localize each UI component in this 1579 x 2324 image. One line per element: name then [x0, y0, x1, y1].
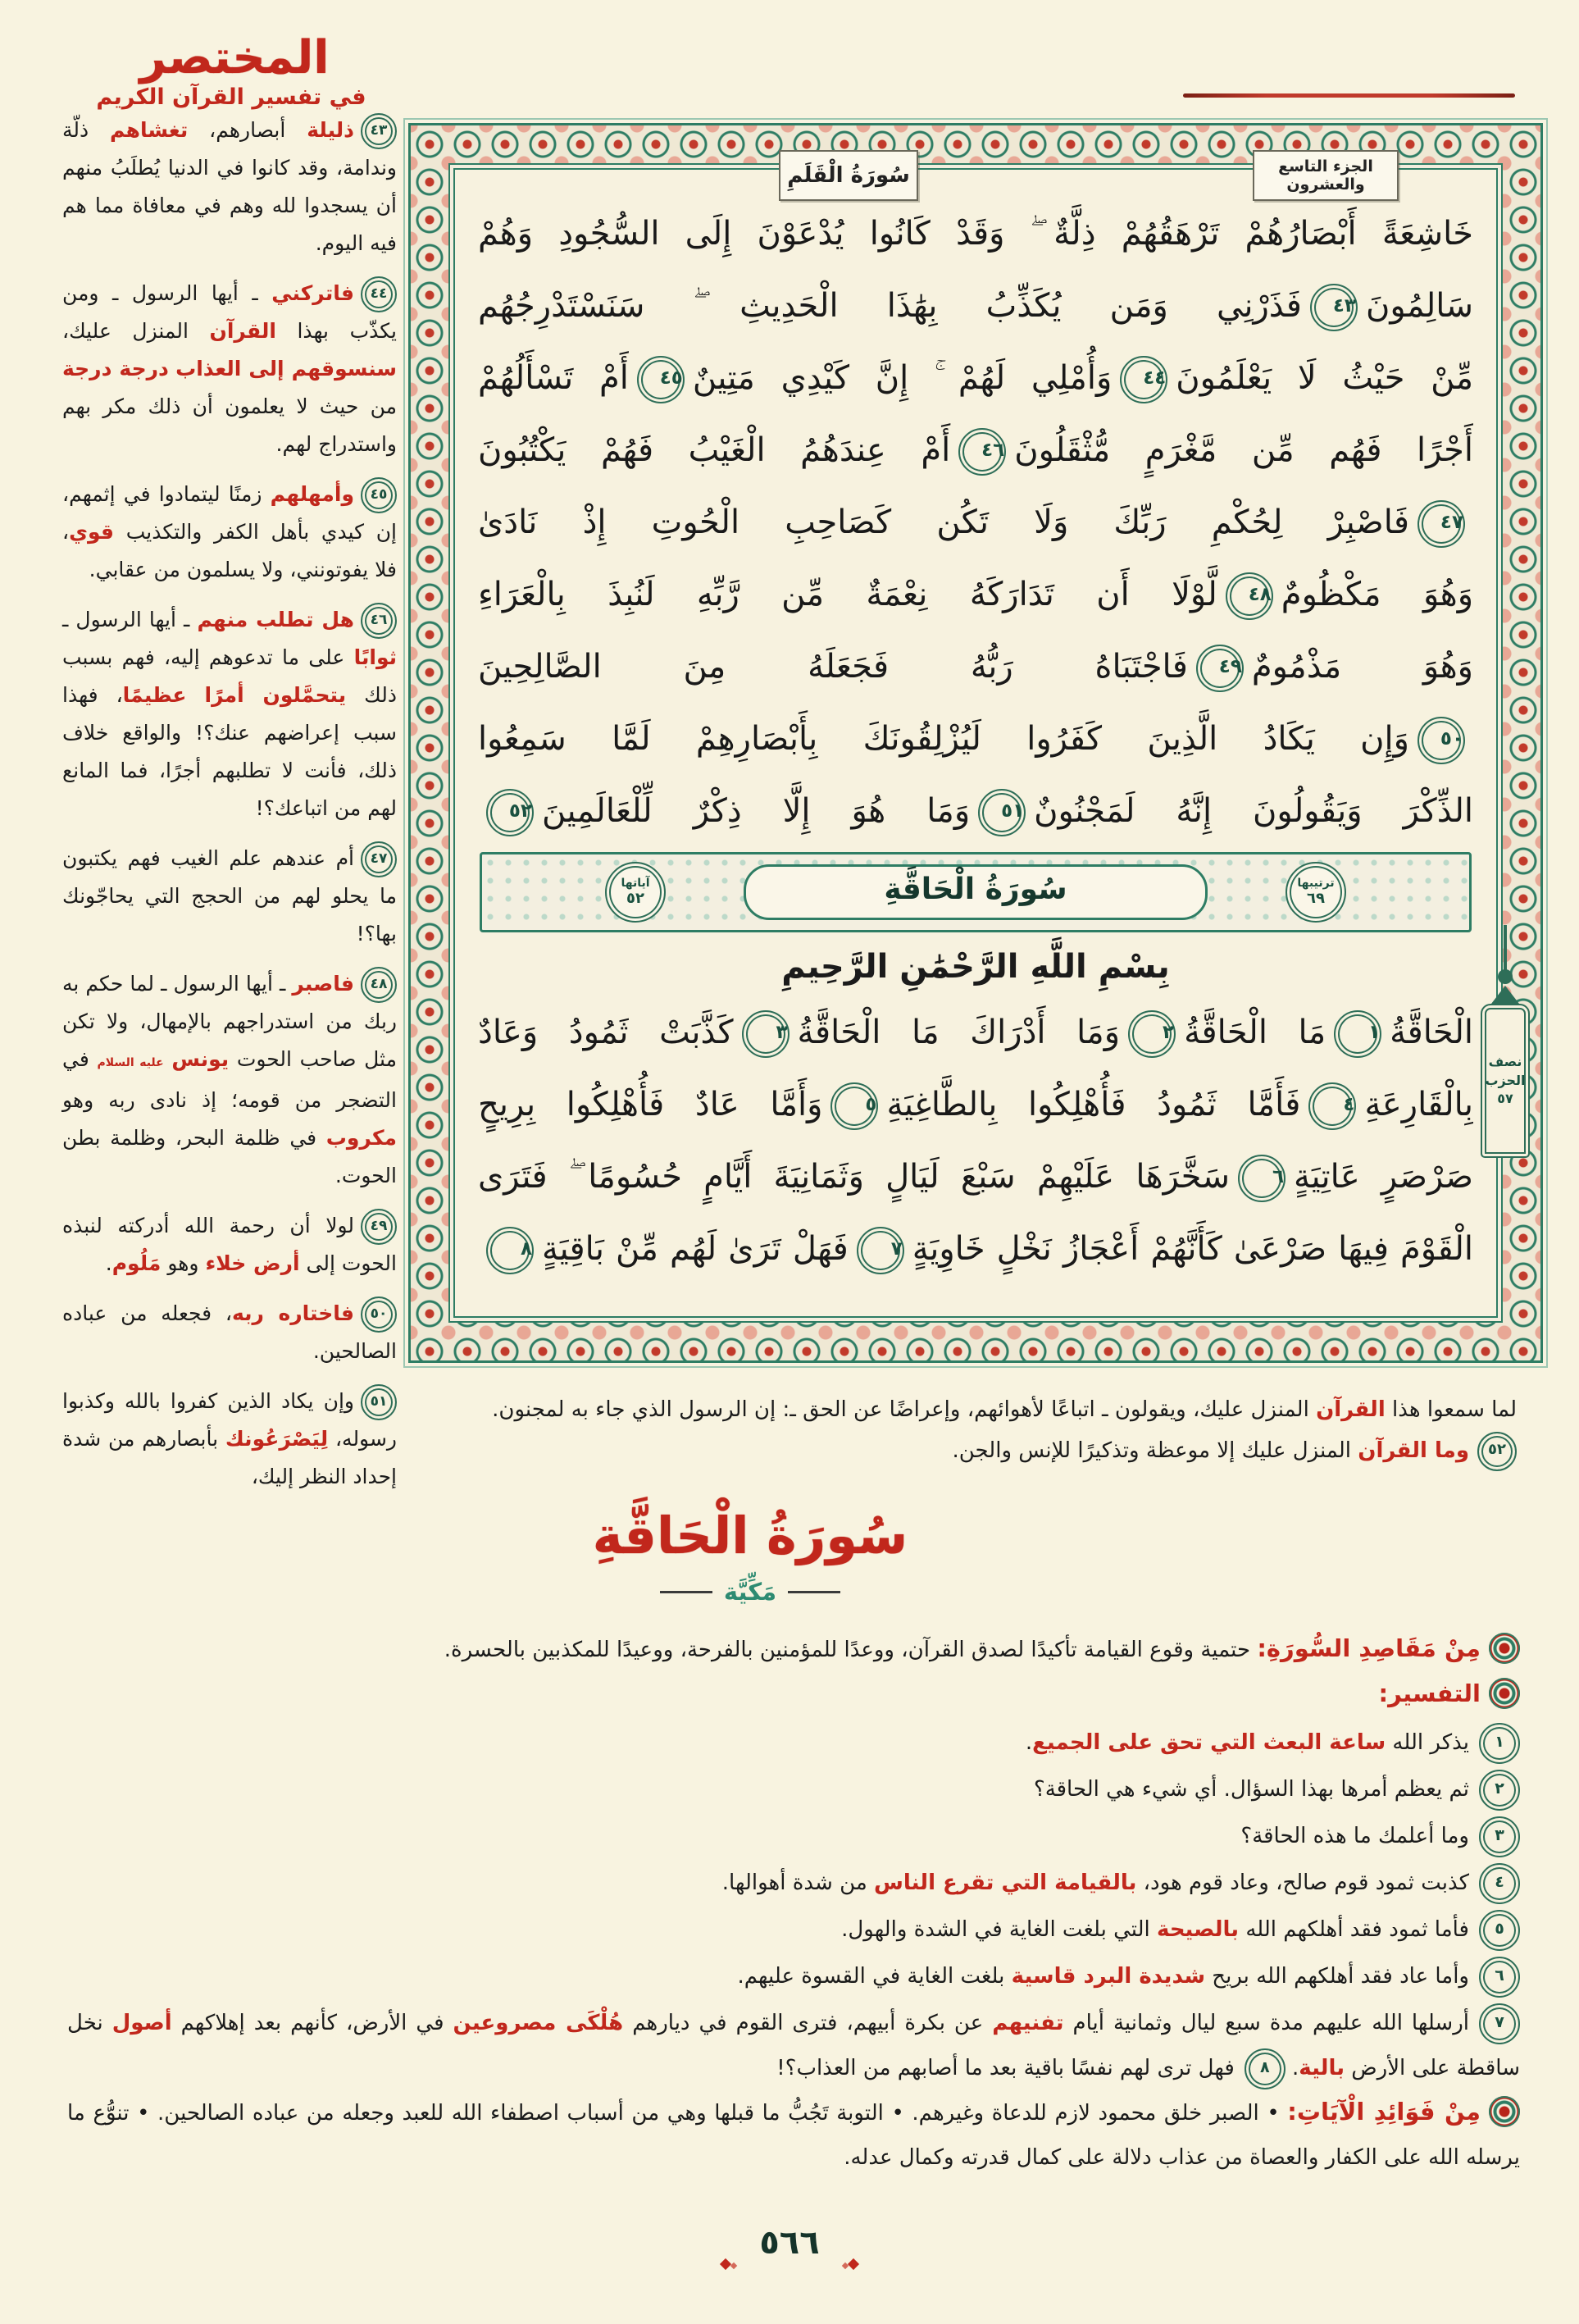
quran-line: سَالِمُونَ٤٣فَذَرْنِي وَمَن يُكَذِّبُ بِهَٰذَا الْحَدِيثِ ۖ سَنَسْتَدْرِجُهُم	[478, 270, 1473, 342]
hizb-marker-bulb	[1498, 969, 1513, 984]
ayah-number-medallion: ١	[1334, 1010, 1381, 1058]
ayah-number-medallion: ٤٩	[1196, 645, 1244, 692]
honorific-mark: عليه السلام	[97, 1056, 164, 1069]
book-logo-subtitle: في تفسير القرآن الكريم	[96, 84, 366, 110]
ayah-number-medallion: ١	[1479, 1723, 1520, 1764]
tafsir-item: ٤كذبت ثمود قوم صالح، وعاد قوم هود، بالقيامة التي تقرع الناس من شدة أهوالها.	[67, 1861, 1520, 1906]
tafsir-item: ٣وما أعلمك ما هذه الحاقة؟	[67, 1814, 1520, 1859]
dash-ornament	[660, 1591, 712, 1593]
quran-line: وَهُوَ مَكْظُومٌ٤٨لَّوْلَا أَن تَدَارَكَهُ نِعْمَةٌ مِّن رَّبِّهِ لَنُبِذَ بِالْعَرَاءِ	[478, 558, 1473, 631]
surah-haqqah-title: سُورَةُ الْحَاقَّةِ	[592, 1506, 908, 1565]
ayah-number-medallion: ٥٠	[361, 1296, 397, 1333]
ayah-number-medallion: ٤٥	[361, 477, 397, 513]
bismillah: بِسْمِ اللَّهِ الرَّحْمَٰنِ الرَّحِيمِ	[781, 948, 1170, 986]
quran-line: مِّنْ حَيْثُ لَا يَعْلَمُونَ٤٤وَأُمْلِي لَهُمْ ۚ إِنَّ كَيْدِي مَتِينٌ٤٥أَمْ تَسْأَلُهُمْ	[478, 342, 1473, 414]
ayah-number-medallion: ٤٨	[1226, 572, 1273, 620]
ayah-number-medallion: ٥٠	[1417, 717, 1465, 764]
page-ornament-icon	[718, 2239, 739, 2250]
hizb-marker-text: الحزب	[1485, 1072, 1526, 1088]
ayah-number-medallion: ٤٤	[361, 276, 397, 312]
ayah-number-medallion: ٤٧	[361, 841, 397, 877]
ayah-number-medallion: ٢	[1479, 1770, 1520, 1811]
quran-line: خَاشِعَةً أَبْصَارُهُمْ تَرْهَقُهُمْ ذِلَّةٌ ۖ وَقَدْ كَانُوا يُدْعَوْنَ إِلَى السُّجُودِ وَهُمْ	[478, 215, 1473, 253]
maqasid-row	[67, 1629, 1520, 1670]
ayah-number-medallion: ٤٧	[1417, 500, 1465, 548]
quran-line: الذِّكْرَ وَيَقُولُونَ إِنَّهُ لَمَجْنُونٌ٥١وَمَا هُوَ إِلَّا ذِكْرٌ لِّلْعَالَمِينَ٥٢	[478, 775, 1473, 847]
ayah-number-medallion: ٧	[1479, 2003, 1520, 2044]
page-number: ٥٦٦	[759, 2224, 820, 2262]
surah-haqqah-heading	[578, 1506, 922, 1606]
tafsir-label: التفسير:	[1378, 1679, 1481, 1707]
mushaf-frame	[408, 123, 1543, 1363]
ayah-number-medallion: ٣	[742, 1010, 790, 1058]
hizb-marker-crown	[1491, 986, 1519, 1004]
makkiyya-label: مَكِّيَّة	[723, 1578, 777, 1606]
ayah-number-medallion: ٧	[857, 1227, 904, 1274]
commentary-paragraph: ٥٠فاختاره ربه، فجعله من عباده الصالحين.	[62, 1295, 397, 1370]
commentary-column	[62, 112, 397, 1508]
ayah-number-medallion: ٤٩	[361, 1209, 397, 1245]
surah-ayat-roundel	[605, 862, 666, 923]
ayah-number-medallion: ٤٨	[361, 967, 397, 1003]
maqasid-text: حتمية وقوع القيامة تأكيدًا لصدق القرآن، ووعدًا للمؤمنين بالفرحة، ووعيدًا للمكذبين بالحسرة.	[444, 1638, 1251, 1662]
surah-order-number: ٦٩	[1307, 889, 1325, 907]
commentary-paragraph: ٤٩لولا أن رحمة الله أدركته لنبذه الحوت إلى أرض خلاء وهو مَلُوم.	[62, 1207, 397, 1283]
hizb-marker-text: نصف	[1488, 1054, 1522, 1070]
commentary-paragraph: ٥١وإن يكاد الذين كفروا بالله وكذبوا رسوله، لِيَصْرَعُونك بأبصارهم من شدة إحداد النظر إليك،	[62, 1383, 397, 1496]
quran-line: الْقَوْمَ فِيهَا صَرْعَىٰ كَأَنَّهُمْ أَعْجَازُ نَخْلٍ خَاوِيَةٍ٧فَهَلْ تَرَىٰ لَهُم مِّنْ بَاقِيَةٍ٨	[478, 1213, 1473, 1285]
ayah-number-medallion: ٤	[1308, 1082, 1356, 1130]
tafsir-item: ٧أرسلها الله عليهم مدة سبع ليال وثمانية أيام تفنيهم عن بكرة أبيهم، فترى القوم في ديارهم هُلْكَى مصروعين في الأرض، كأنهم بعد إهلاكهم أصول نخل ساقطة على الأرض بالية. ٨فهل ترى لهم نفسًا باقية بعد ما أصابهم من العذاب؟!	[67, 2001, 1520, 2091]
surah-ayat-number: ٥٢	[626, 889, 644, 907]
ayah-number-medallion: ٤٣	[361, 113, 397, 149]
rosette-icon	[1489, 1633, 1520, 1664]
commentary-bridge	[67, 1389, 1517, 1471]
ayah-number-medallion: ٤٣	[1310, 284, 1358, 331]
fawaid-label: مِنْ فَوَائِدِ الْآيَاتِ:	[1287, 2098, 1481, 2126]
commentary-paragraph: ٤٦هل تطلب منهم ـ أيها الرسول ـ ثوابًا على ما تدعوهم إليه، فهم بسبب ذلك يتحمَّلون أمرًا عظيمًا، فهذا سبب إعراضهم عنك؟! والواقع خلاف ذلك، فأنت لا تطلبهم أجرًا، فما المانع لهم من اتباعك؟!	[62, 601, 397, 827]
header-divider	[1183, 93, 1515, 98]
tafsir-label-row	[67, 1678, 1520, 1709]
hizb-marker-number: ٥٧	[1497, 1091, 1513, 1107]
quran-line: صَرْصَرٍ عَاتِيَةٍ٦سَخَّرَهَا عَلَيْهِمْ سَبْعَ لَيَالٍ وَثَمَانِيَةَ أَيَّامٍ حُسُومًا ۖ فَتَرَى	[478, 1141, 1473, 1213]
commentary-paragraph: ٤٥وأمهلهم زمنًا ليتمادوا في إثمهم، إن كيدي بأهل الكفر والتكذيب قوي، فلا يفوتونني، ولا يسلمون من عقابي.	[62, 476, 397, 589]
rosette-icon	[1489, 2096, 1520, 2127]
ayah-number-medallion: ٤٥	[637, 356, 685, 403]
surah-haqqah-banner	[480, 852, 1472, 932]
commentary-paragraph: ٤٣ذليلة أبصارهم، تغشاهم ذلّة وندامة، وقد كانوا في الدنيا يُطلَبُ منهم أن يسجدوا لله وهم في معافاة مما هم فيه اليوم.	[62, 112, 397, 262]
book-header	[71, 31, 398, 110]
tafsir-items	[67, 1720, 1520, 2093]
quran-line: ٤٧فَاصْبِرْ لِحُكْمِ رَبِّكَ وَلَا تَكُن كَصَاحِبِ الْحُوتِ إِذْ نَادَىٰ	[478, 486, 1473, 558]
fawaid-text: • الصبر خلق محمود لازم للدعاة وغيرهم. • التوبة تَجُبُّ ما قبلها وهي من أسباب اصطفاء الله للعبد وجعله من عباده الصالحين. • تنوُّع ما يرسله الله على الكفار والعصاة من عذاب دلالة على كمال قدرته وكمال عدله.	[67, 2101, 1520, 2170]
ayah-number-medallion: ٥١	[361, 1384, 397, 1420]
quran-line: ٥٠وَإِن يَكَادُ الَّذِينَ كَفَرُوا لَيُزْلِقُونَكَ بِأَبْصَارِهِمْ لَمَّا سَمِعُوا	[478, 703, 1473, 775]
fawaid-row	[67, 2089, 1520, 2180]
ayah-number-medallion: ٥	[1479, 1910, 1520, 1951]
commentary-paragraph: ٤٧أم عندهم علم الغيب فهم يكتبون ما يحلو لهم من الحجج التي يحاجّونك بها؟!	[62, 840, 397, 953]
mushaf-page	[453, 168, 1498, 1318]
ayah-number-medallion: ٢	[1128, 1010, 1176, 1058]
surah-order-label: ترتيبها	[1297, 877, 1335, 891]
hizb-marker	[1474, 925, 1536, 1179]
commentary-line: ٥٢وما القرآن المنزل عليك إلا موعظة وتذكيرًا للإنس والجن.	[67, 1430, 1517, 1471]
surah-order-roundel	[1285, 862, 1346, 923]
ayah-number-medallion: ٥٢	[1477, 1432, 1517, 1471]
ayah-number-medallion: ٦	[1238, 1155, 1285, 1202]
commentary-line: لما سمعوا هذا القرآن المنزل عليك، ويقولون ـ اتباعًا لأهوائهم، وإعراضًا عن الحق ـ: إن الرسول الذي جاء به لمجنون.	[492, 1397, 1517, 1422]
ayah-number-medallion: ٥	[830, 1082, 878, 1130]
tafsir-item: ٢ثم يعظم أمرها بهذا السؤال. أي شيء هي الحاقة؟	[67, 1767, 1520, 1812]
ayah-number-medallion: ٤٤	[1120, 356, 1167, 403]
page-ornament-icon	[840, 2239, 861, 2250]
tafsir-item: ٦وأما عاد فقد أهلكهم الله بريح شديدة البرد قاسية بلغت الغاية في القسوة عليهم.	[67, 1954, 1520, 1999]
ayah-number-medallion: ٨	[1245, 2048, 1285, 2089]
surah-qalam-tab: سُورَةُ الْقَلَمِ	[779, 150, 918, 201]
quran-line: وَهُوَ مَذْمُومٌ٤٩فَاجْتَبَاهُ رَبُّهُ فَجَعَلَهُ مِنَ الصَّالِحِينَ	[478, 631, 1473, 703]
ayah-number-medallion: ٦	[1479, 1957, 1520, 1998]
ayah-number-medallion: ٥١	[978, 789, 1026, 836]
hizb-marker-pole	[1504, 925, 1507, 973]
ayah-number-medallion: ٥٢	[486, 789, 534, 836]
surah-banner-title: سُورَةُ الْحَاقَّةِ	[744, 864, 1208, 920]
tafsir-item: ١يذكر الله ساعة البعث التي تحق على الجميع.	[67, 1720, 1520, 1766]
juz-29-tab: الجزء التاسع والعشرون	[1253, 150, 1399, 201]
ayah-number-medallion: ٤٦	[361, 603, 397, 639]
rosette-icon	[1489, 1678, 1520, 1709]
commentary-paragraph: ٤٨فاصبر ـ أيها الرسول ـ لما حكم به ربك من استدراجهم بالإمهال، ولا تكن مثل صاحب الحوت يونس عليه السلام في التضجر من قومه؛ إذ نادى ربه وهو مكروب في ظلمة البحر، وظلمة بطن الحوت.	[62, 965, 397, 1195]
ayah-number-medallion: ٨	[486, 1227, 534, 1274]
ayah-number-medallion: ٤٦	[958, 428, 1006, 476]
ayah-number-medallion: ٤	[1479, 1863, 1520, 1904]
surah-ayat-label: آياتها	[621, 877, 650, 891]
tafsir-item: ٥فأما ثمود فقد أهلكهم الله بالصيحة التي بلغت الغاية في الشدة والهول.	[67, 1907, 1520, 1953]
dash-ornament	[788, 1591, 840, 1593]
quran-line: الْحَاقَّةُ١مَا الْحَاقَّةُ٢وَمَا أَدْرَاكَ مَا الْحَاقَّةُ٣كَذَّبَتْ ثَمُودُ وَعَادٌ	[478, 996, 1473, 1069]
book-logo: المختصر	[139, 31, 330, 84]
hizb-marker-body	[1481, 1004, 1530, 1158]
makkiyya-row	[578, 1578, 922, 1606]
commentary-paragraph: ٤٤فاتركني ـ أيها الرسول ـ ومن يكذّب بهذا القرآن المنزل عليك، سنسوقهم إلى العذاب درجة درجة من حيث لا يعلمون أن ذلك مكر بهم واستدراج لهم.	[62, 275, 397, 463]
page-number-row	[0, 2224, 1579, 2262]
maqasid-label: مِنْ مَقَاصِدِ السُّورَةِ:	[1257, 1634, 1481, 1662]
quran-line: أَجْرًا فَهُم مِّن مَّغْرَمٍ مُّثْقَلُونَ٤٦أَمْ عِندَهُمُ الْغَيْبُ فَهُمْ يَكْتُبُونَ	[478, 414, 1473, 486]
ayah-number-medallion: ٣	[1479, 1816, 1520, 1857]
quran-line: بِالْقَارِعَةِ٤فَأَمَّا ثَمُودُ فَأُهْلِكُوا بِالطَّاغِيَةِ٥وَأَمَّا عَادٌ فَأُهْلِكُوا بِرِيحٍ	[478, 1069, 1473, 1141]
